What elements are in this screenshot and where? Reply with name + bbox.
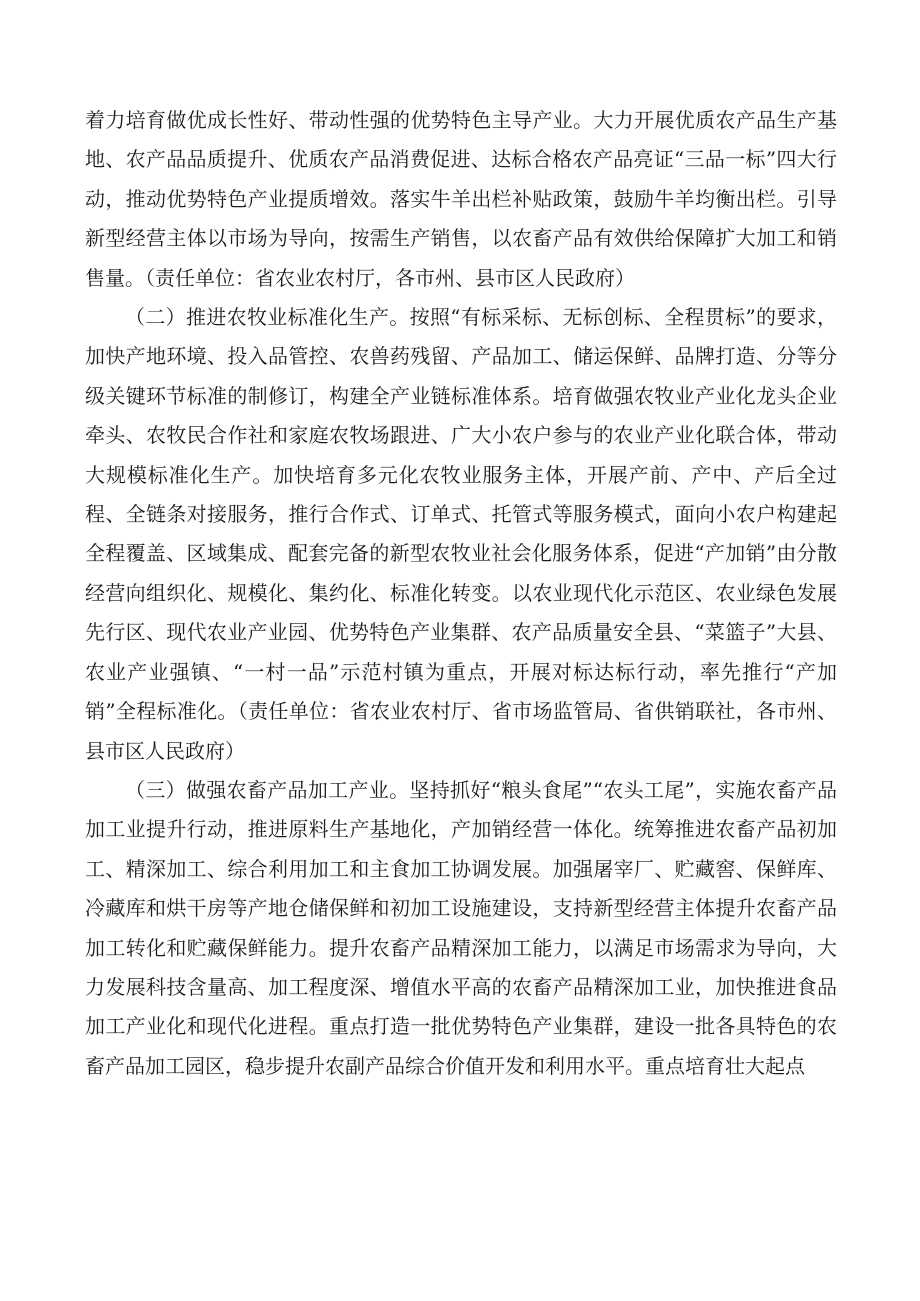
paragraph-section-3: （三）做强农畜产品加工产业。坚持抓好“粮头食尾”“农头工尾”，实施农畜产品加工业提升行动，推进原料生产基地化，产加销经营一体化。统筹推进农畜产品初加工、精深加工、综合利用加工和主食加工协调发展。加强屠宰厂、贮藏窖、保鲜库、冷藏库和烘干房等产地仓储保鲜和初加工设施建设，支持新型经营主体提升农畜产品加工转化和贮藏保鲜能力。提升农畜产品精深加工能力，以满足市场需求为导向，大力发展科技含量高、加工程度深、增值水平高的农畜产品精深加工业，加快推进食品加工产业化和现代化进程。重点打造一批优势特色产业集群，建设一批各具特色的农畜产品加工园区，稳步提升农副产品综合价值开发和利用水平。重点培育壮大起点 — [85, 777, 837, 1078]
paragraph-section-2: （二）推进农牧业标准化生产。按照“有标采标、无标创标、全程贯标”的要求，加快产地环境、投入品管控、农兽药残留、产品加工、储运保鲜、品牌打造、分等分级关键环节标准的制修订，构建全产业链标准体系。培育做强农牧业产业化龙头企业牵头、农牧民合作社和家庭农牧场跟进、广大小农户参与的农业产业化联合体，带动大规模标准化生产。加快培育多元化农牧业服务主体，开展产前、产中、产后全过程、全链条对接服务，推行合作式、订单式、托管式等服务模式，面向小农户构建起全程覆盖、区域集成、配套完备的新型农牧业社会化服务体系，促进“产加销”由分散经营向组织化、规模化、集约化、标准化转变。以农业现代化示范区、农业绿色发展先行区、现代农业产业园、优势特色产业集群、农产品质量安全县、“菜篮子”大县、农业产业强镇、“一村一品”示范村镇为重点，开展对标达标行动，率先推行“产加销”全程标准化。（责任单位：省农业农村厅、省市场监管局、省供销联社，各市州、县市区人民政府） — [85, 305, 837, 763]
document-body — [85, 101, 837, 1086]
paragraph-continuation: 着力培育做优成长性好、带动性强的优势特色主导产业。大力开展优质农产品生产基地、农产品品质提升、优质农产品消费促进、达标合格农产品亮证“三品一标”四大行动，推动优势特色产业提质增效。落实牛羊出栏补贴政策，鼓励牛羊均衡出栏。引导新型经营主体以市场为导向，按需生产销售，以农畜产品有效供给保障扩大加工和销售量。（责任单位：省农业农村厅，各市州、县市区人民政府） — [85, 108, 837, 290]
